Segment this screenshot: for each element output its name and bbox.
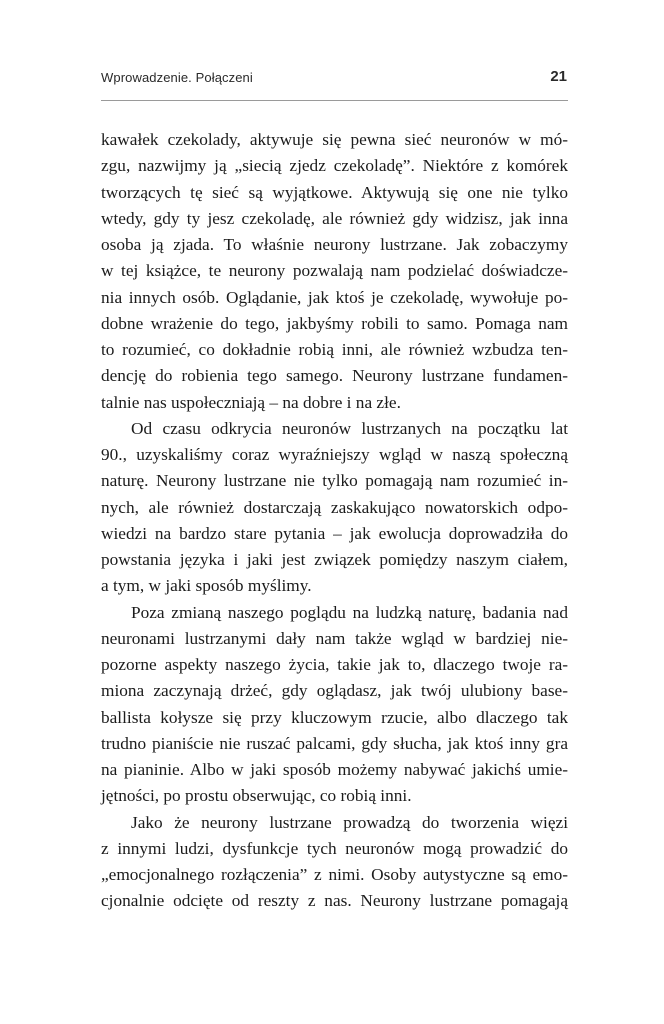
text-line: zgu, nazwijmy ją „siecią zjedz czekoladę”. Niektóre z komórek: [101, 156, 568, 176]
text-line: to rozumieć, co dokładnie robią inni, ale również wzbudza ten-: [101, 340, 568, 359]
text-line: pozorne aspekty naszego życia, takie jak to, dlaczego twoje ra-: [101, 655, 568, 674]
paragraph: [101, 810, 568, 915]
text-line: jętności, po prostu obserwując, co robią inni.: [101, 786, 412, 806]
text-line: a tym, w jaki sposób myślimy.: [101, 576, 312, 596]
text-line: tworzących tę sieć są wyjątkowe. Aktywują się one nie tylko: [101, 182, 568, 202]
text-line: trudno pianiście nie ruszać palcami, gdy słucha, jak ktoś inny gra: [101, 733, 568, 753]
text-line: wtedy, gdy ty jesz czekoladę, ale również gdy widzisz, jak inna: [101, 208, 568, 228]
body-text: [101, 127, 568, 915]
paragraph: [101, 600, 568, 810]
text-line: Poza zmianą naszego poglądu na ludzką naturę, badania nad: [131, 602, 568, 622]
text-line: neuronami lustrzanymi dały nam także wgląd w bardziej nie-: [101, 628, 568, 648]
text-line: w tej książce, te neurony pozwalają nam podzielać doświadcze-: [101, 261, 568, 281]
text-line: dencję do robienia tego samego. Neurony lustrzane fundamen-: [101, 366, 568, 386]
text-line: „emocjonalnego rozłączenia” z nimi. Osoby autystyczne są emo-: [101, 865, 568, 884]
text-line: nych, ale również dostarczają zaskakująco nowatorskich odpo-: [101, 497, 568, 517]
text-line: naturę. Neurony lustrzane nie tylko pomagają nam rozumieć in-: [101, 471, 568, 491]
text-line: miona zaczynają drżeć, gdy oglądasz, jak twój ulubiony base-: [101, 681, 568, 701]
text-line: Jako że neurony lustrzane prowadzą do tworzenia więzi: [131, 812, 568, 832]
text-line: cjonalnie odcięte od reszty z nas. Neurony lustrzane pomagają: [101, 891, 568, 911]
text-line: kawałek czekolady, aktywuje się pewna sieć neuronów w mó-: [101, 130, 568, 149]
text-line: osoba ją zjada. To właśnie neurony lustrzane. Jak zobaczymy: [101, 235, 568, 254]
text-line: ballista kołysze się przy kluczowym rzucie, albo dlaczego tak: [101, 707, 568, 727]
text-line: nia innych osób. Oglądanie, jak ktoś je czekoladę, wywołuje po-: [101, 287, 568, 307]
text-line: wiedzi na bardzo stare pytania – jak ewolucja doprowadziła do: [101, 523, 568, 543]
running-head: Wprowadzenie. Połączeni: [101, 70, 253, 85]
text-line: dobne wrażenie do tego, jakbyśmy robili to samo. Pomaga nam: [101, 313, 568, 333]
header-rule: [101, 100, 568, 101]
text-line: talnie nas uspołeczniają – na dobre i na złe.: [101, 392, 401, 412]
text-line: z innymi ludzi, dysfunkcje tych neuronów mogą prowadzić do: [101, 838, 568, 858]
page-number: 21: [550, 68, 567, 85]
paragraph: [101, 127, 568, 416]
text-line: na pianinie. Albo w jaki sposób możemy nabywać jakichś umie-: [101, 760, 568, 779]
paragraph: [101, 416, 568, 600]
text-line: powstania języka i jaki jest związek pomiędzy naszym ciałem,: [101, 550, 568, 569]
text-line: Od czasu odkrycia neuronów lustrzanych na początku lat: [131, 418, 568, 438]
page-header: [101, 68, 568, 90]
text-line: 90., uzyskaliśmy coraz wyraźniejszy wgląd w naszą społeczną: [101, 445, 568, 464]
